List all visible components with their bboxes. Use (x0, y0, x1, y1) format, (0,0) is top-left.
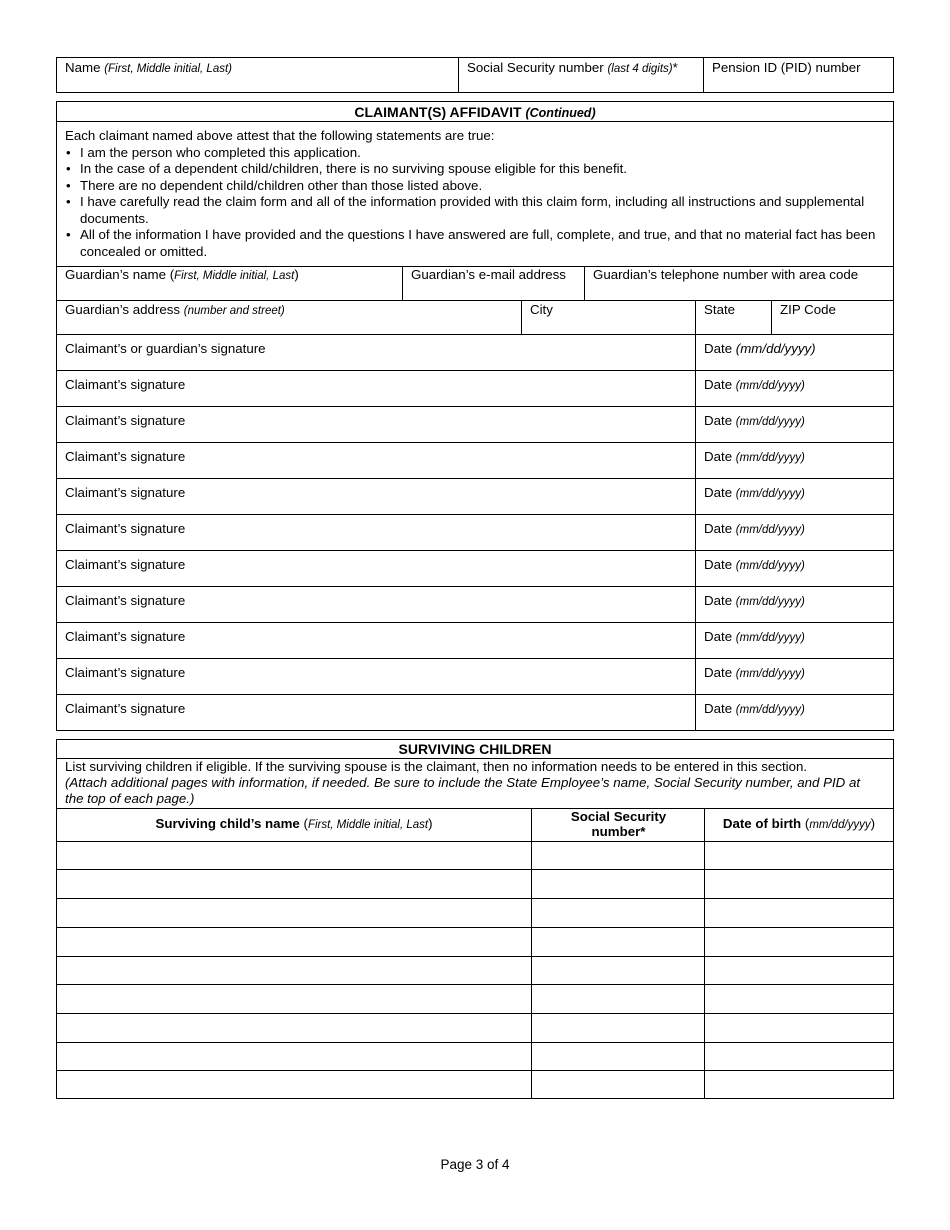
table-row[interactable] (57, 1013, 893, 1043)
date-label[interactable]: Date (mm/dd/yyyy) (704, 593, 805, 608)
signature-row[interactable] (57, 334, 893, 370)
claimant-affidavit-section (56, 101, 894, 731)
date-label[interactable]: Date (mm/dd/yyyy) (704, 341, 816, 356)
ssn-asterisk: * (672, 60, 678, 75)
signature-row[interactable] (57, 622, 893, 658)
signature-row[interactable] (57, 442, 893, 478)
signature-label: Claimant’s signature (65, 449, 186, 464)
city-field[interactable]: City (530, 302, 553, 317)
statement-list (65, 145, 883, 261)
signature-row[interactable] (57, 658, 893, 694)
signature-row[interactable] (57, 514, 893, 550)
table-row[interactable] (57, 1070, 893, 1099)
date-label[interactable]: Date (mm/dd/yyyy) (704, 449, 805, 464)
statement-item: • All of the information I have provided and the questions I have answered are full, complete, and true, and that no material fact has been concealed or omitted. (65, 227, 883, 260)
date-label[interactable]: Date (mm/dd/yyyy) (704, 701, 805, 716)
signature-row[interactable] (57, 586, 893, 622)
table-row[interactable] (57, 841, 893, 870)
pension-id-field[interactable] (704, 58, 894, 92)
date-label[interactable]: Date (mm/dd/yyyy) (704, 665, 805, 680)
signature-row[interactable] (57, 406, 893, 442)
affidavit-intro: Each claimant named above attest that the following statements are true: (65, 128, 495, 143)
page-number: Page 3 of 4 (440, 1157, 510, 1172)
ssn-label: Social Security number (467, 60, 604, 75)
signature-label: Claimant’s signature (65, 665, 186, 680)
ssn-last4-field[interactable] (459, 58, 703, 92)
state-field[interactable]: State (704, 302, 736, 317)
guardian-email-field[interactable]: Guardian’s e-mail address (411, 267, 566, 282)
date-label[interactable]: Date (mm/dd/yyyy) (704, 377, 805, 392)
guardian-name-field[interactable]: Guardian’s name (First, Middle initial, Last) (65, 267, 299, 282)
guardian-address-field[interactable]: Guardian’s address (number and street) (65, 302, 285, 317)
signature-label: Claimant’s signature (65, 413, 186, 428)
table-row[interactable] (57, 1042, 893, 1071)
signature-row[interactable] (57, 550, 893, 586)
signature-label: Claimant’s signature (65, 629, 186, 644)
signature-label: Claimant’s signature (65, 377, 186, 392)
date-label[interactable]: Date (mm/dd/yyyy) (704, 485, 805, 500)
signature-label: Claimant’s signature (65, 701, 186, 716)
pid-label: Pension ID (PID) number (712, 60, 861, 75)
signature-label: Claimant’s or guardian’s signature (65, 341, 266, 356)
table-row[interactable] (57, 898, 893, 928)
signature-row[interactable] (57, 370, 893, 406)
statement-item: • There are no dependent child/children other than those listed above. (65, 178, 883, 195)
employee-name-field[interactable] (57, 58, 459, 92)
guardian-phone-field[interactable]: Guardian’s telephone number with area code (593, 267, 859, 282)
signature-row[interactable] (57, 694, 893, 730)
employee-name-label: Name (65, 60, 101, 75)
table-row[interactable] (57, 927, 893, 957)
signature-label: Claimant’s signature (65, 485, 186, 500)
date-label[interactable]: Date (mm/dd/yyyy) (704, 629, 805, 644)
signature-row[interactable] (57, 478, 893, 514)
col-header-ssn: Social Security number* (570, 809, 667, 839)
table-row[interactable] (57, 956, 893, 985)
statement-item: • In the case of a dependent child/children, there is no surviving spouse eligible for this benefit. (65, 161, 883, 178)
statement-item: • I have carefully read the claim form and all of the information provided with this claim form, including all instructions and supplemental documents. (65, 194, 883, 227)
date-label[interactable]: Date (mm/dd/yyyy) (704, 557, 805, 572)
surviving-children-section (56, 739, 894, 1099)
date-label[interactable]: Date (mm/dd/yyyy) (704, 413, 805, 428)
affidavit-title: CLAIMANT(S) AFFIDAVIT (Continued) (354, 104, 596, 120)
col-header-child-name: Surviving child’s name (First, Middle initial, Last) (155, 816, 433, 831)
signature-label: Claimant’s signature (65, 593, 186, 608)
statement-item: • I am the person who completed this application. (65, 145, 883, 162)
employee-name-hint: (First, Middle initial, Last) (104, 63, 232, 75)
col-header-dob: Date of birth (mm/dd/yyyy) (722, 816, 876, 831)
ssn-hint: (last 4 digits) (607, 63, 673, 75)
affidavit-statements (57, 126, 893, 262)
table-row[interactable] (57, 984, 893, 1014)
surviving-children-title: SURVIVING CHILDREN (398, 741, 552, 757)
table-row[interactable] (57, 869, 893, 899)
date-label[interactable]: Date (mm/dd/yyyy) (704, 521, 805, 536)
employee-info-header (56, 57, 894, 93)
zip-code-field[interactable]: ZIP Code (780, 302, 836, 317)
signature-label: Claimant’s signature (65, 521, 186, 536)
children-instructions: List surviving children if eligible. If the surviving spouse is the claimant, then no information needs to be entered in this section. (Attach additional pages with information, if needed. Be sure to include the State Employee’s name, Social Security number, and PID at the top of each page.) (65, 759, 861, 806)
signature-label: Claimant’s signature (65, 557, 186, 572)
